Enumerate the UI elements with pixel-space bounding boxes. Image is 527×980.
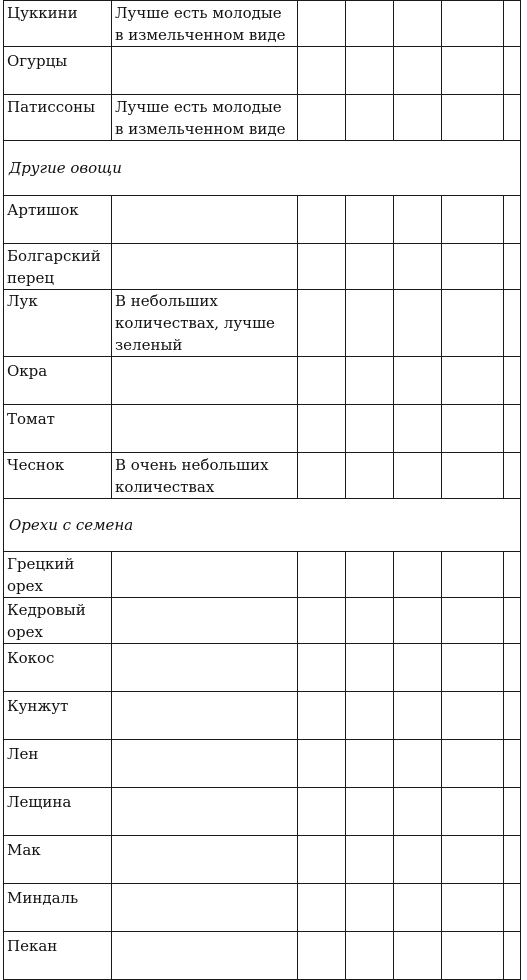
empty-cell (504, 836, 521, 884)
empty-cell (442, 740, 504, 788)
note-cell (112, 598, 298, 644)
empty-cell (394, 644, 442, 692)
empty-cell (442, 1, 504, 47)
note-cell (112, 932, 298, 980)
note-cell (112, 552, 298, 598)
empty-cell (298, 290, 346, 357)
empty-cell (504, 644, 521, 692)
document-page (3, 0, 520, 980)
food-name-cell: Кунжут (4, 692, 112, 740)
note-cell: В небольших количествах, лучше зеленый (112, 290, 298, 357)
food-name-cell: Цуккини (4, 1, 112, 47)
empty-cell (346, 692, 394, 740)
empty-cell (504, 598, 521, 644)
table-body (4, 1, 521, 980)
empty-cell (346, 552, 394, 598)
empty-cell (346, 644, 394, 692)
empty-cell (298, 740, 346, 788)
empty-cell (442, 692, 504, 740)
note-cell (112, 836, 298, 884)
empty-cell (442, 644, 504, 692)
empty-cell (442, 405, 504, 453)
empty-cell (298, 644, 346, 692)
food-name-cell: Чеснок (4, 453, 112, 499)
food-name-cell: Огурцы (4, 47, 112, 95)
food-name-cell: Мак (4, 836, 112, 884)
empty-cell (442, 453, 504, 499)
empty-cell (442, 552, 504, 598)
table-row (4, 884, 521, 932)
empty-cell (504, 932, 521, 980)
empty-cell (442, 244, 504, 290)
table-row (4, 692, 521, 740)
empty-cell (504, 1, 521, 47)
empty-cell (298, 196, 346, 244)
empty-cell (346, 932, 394, 980)
empty-cell (394, 692, 442, 740)
table-row (4, 95, 521, 141)
table-row (4, 788, 521, 836)
note-cell (112, 405, 298, 453)
table-row (4, 1, 521, 47)
note-cell (112, 788, 298, 836)
food-name-cell: Кокос (4, 644, 112, 692)
empty-cell (504, 47, 521, 95)
empty-cell (442, 836, 504, 884)
empty-cell (504, 552, 521, 598)
food-name-cell: Грецкий орех (4, 552, 112, 598)
empty-cell (346, 453, 394, 499)
table-row (4, 196, 521, 244)
table-row (4, 405, 521, 453)
empty-cell (394, 740, 442, 788)
section-header-row (4, 499, 521, 552)
food-name-cell: Лен (4, 740, 112, 788)
food-name-cell: Пекан (4, 932, 112, 980)
note-cell (112, 740, 298, 788)
empty-cell (504, 740, 521, 788)
empty-cell (394, 290, 442, 357)
empty-cell (298, 453, 346, 499)
empty-cell (442, 290, 504, 357)
table-row (4, 552, 521, 598)
empty-cell (394, 453, 442, 499)
empty-cell (346, 47, 394, 95)
note-cell (112, 47, 298, 95)
empty-cell (442, 47, 504, 95)
section-header: Другие овощи (4, 141, 521, 196)
empty-cell (346, 836, 394, 884)
empty-cell (394, 196, 442, 244)
empty-cell (346, 405, 394, 453)
empty-cell (298, 1, 346, 47)
empty-cell (298, 884, 346, 932)
empty-cell (442, 95, 504, 141)
empty-cell (442, 196, 504, 244)
table-row (4, 836, 521, 884)
empty-cell (504, 290, 521, 357)
empty-cell (442, 357, 504, 405)
food-name-cell: Лещина (4, 788, 112, 836)
empty-cell (442, 932, 504, 980)
note-cell: Лучше есть молодые в измельченном виде (112, 95, 298, 141)
empty-cell (394, 1, 442, 47)
food-name-cell: Кедровый орех (4, 598, 112, 644)
table-row (4, 644, 521, 692)
empty-cell (442, 598, 504, 644)
empty-cell (298, 357, 346, 405)
empty-cell (346, 740, 394, 788)
note-cell (112, 692, 298, 740)
empty-cell (504, 244, 521, 290)
empty-cell (298, 95, 346, 141)
empty-cell (298, 244, 346, 290)
empty-cell (504, 884, 521, 932)
empty-cell (346, 95, 394, 141)
empty-cell (346, 290, 394, 357)
empty-cell (394, 405, 442, 453)
empty-cell (394, 47, 442, 95)
empty-cell (394, 95, 442, 141)
note-cell (112, 244, 298, 290)
empty-cell (346, 788, 394, 836)
empty-cell (442, 884, 504, 932)
section-header-row (4, 141, 521, 196)
section-header: Орехи с семена (4, 499, 521, 552)
food-name-cell: Лук (4, 290, 112, 357)
empty-cell (298, 598, 346, 644)
note-cell: В очень небольших количествах (112, 453, 298, 499)
empty-cell (394, 357, 442, 405)
empty-cell (346, 598, 394, 644)
empty-cell (298, 47, 346, 95)
empty-cell (394, 932, 442, 980)
empty-cell (442, 788, 504, 836)
note-cell: Лучше есть молодые в измельченном виде (112, 1, 298, 47)
note-cell (112, 644, 298, 692)
table-row (4, 357, 521, 405)
empty-cell (504, 95, 521, 141)
empty-cell (346, 884, 394, 932)
empty-cell (394, 884, 442, 932)
table-row (4, 453, 521, 499)
empty-cell (504, 692, 521, 740)
note-cell (112, 884, 298, 932)
empty-cell (394, 552, 442, 598)
empty-cell (298, 932, 346, 980)
food-name-cell: Артишок (4, 196, 112, 244)
empty-cell (346, 196, 394, 244)
table-row (4, 244, 521, 290)
empty-cell (346, 244, 394, 290)
empty-cell (504, 405, 521, 453)
table-row (4, 932, 521, 980)
table-row (4, 740, 521, 788)
food-name-cell: Окра (4, 357, 112, 405)
empty-cell (346, 1, 394, 47)
note-cell (112, 357, 298, 405)
empty-cell (394, 244, 442, 290)
table-row (4, 598, 521, 644)
empty-cell (298, 692, 346, 740)
food-name-cell: Томат (4, 405, 112, 453)
empty-cell (504, 788, 521, 836)
empty-cell (298, 405, 346, 453)
note-cell (112, 196, 298, 244)
table-row (4, 47, 521, 95)
empty-cell (504, 196, 521, 244)
empty-cell (298, 836, 346, 884)
empty-cell (394, 836, 442, 884)
empty-cell (346, 357, 394, 405)
food-name-cell: Миндаль (4, 884, 112, 932)
empty-cell (394, 598, 442, 644)
food-name-cell: Патиссоны (4, 95, 112, 141)
empty-cell (394, 788, 442, 836)
table-row (4, 290, 521, 357)
empty-cell (298, 788, 346, 836)
food-name-cell: Болгарский перец (4, 244, 112, 290)
empty-cell (298, 552, 346, 598)
empty-cell (504, 357, 521, 405)
empty-cell (504, 453, 521, 499)
food-table (3, 0, 521, 980)
